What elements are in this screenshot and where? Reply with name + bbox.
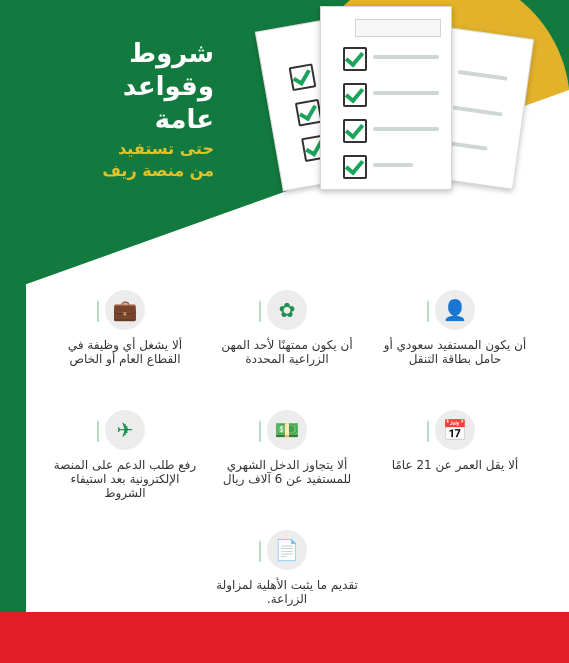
checkbox-icon xyxy=(343,47,367,71)
checkbox-icon xyxy=(343,83,367,107)
red-footer-bar xyxy=(0,612,569,663)
checkbox-icon xyxy=(343,119,367,143)
documents-icon: 📄 xyxy=(267,530,307,570)
condition-item: ✈ رفع طلب الدعم على المنصة الإلكترونية بعد استيفاء الشروط xyxy=(50,410,200,500)
green-left-strip xyxy=(0,0,26,663)
calendar-icon: 📅 xyxy=(435,410,475,450)
paper-plane-icon: ✈ xyxy=(105,410,145,450)
briefcase-icon: 💼 xyxy=(105,290,145,330)
checkbox-icon xyxy=(295,99,323,127)
money-icon: 💵 xyxy=(267,410,307,450)
checklist-paper xyxy=(320,6,452,190)
page-subtitle: حتى تستفيد من منصة ريف xyxy=(102,139,214,180)
condition-item: ✿ أن يكون ممتهنًا لأحد المهن الزراعية المحددة xyxy=(212,290,362,366)
plant-icon: ✿ xyxy=(267,290,307,330)
person-icon: 👤 xyxy=(435,290,475,330)
condition-item: 💼 ألا يشغل أي وظيفة في القطاع العام أو الخاص xyxy=(50,290,200,366)
condition-item: 📄 تقديم ما يثبت الأهلية لمزاولة الزراعة. xyxy=(212,530,362,606)
condition-item: 👤 أن يكون المستفيد سعودي أو حامل بطاقة التنقل xyxy=(380,290,530,366)
checkbox-icon xyxy=(289,63,317,91)
condition-item: 💵 ألا يتجاوز الدخل الشهري للمستفيد عن 6 آلاف ريال xyxy=(212,410,362,486)
checkbox-icon xyxy=(343,155,367,179)
condition-item: 📅 ألا يقل العمر عن 21 عامًا xyxy=(380,410,530,472)
page-title: شروط وقواعد عامة xyxy=(122,39,214,135)
